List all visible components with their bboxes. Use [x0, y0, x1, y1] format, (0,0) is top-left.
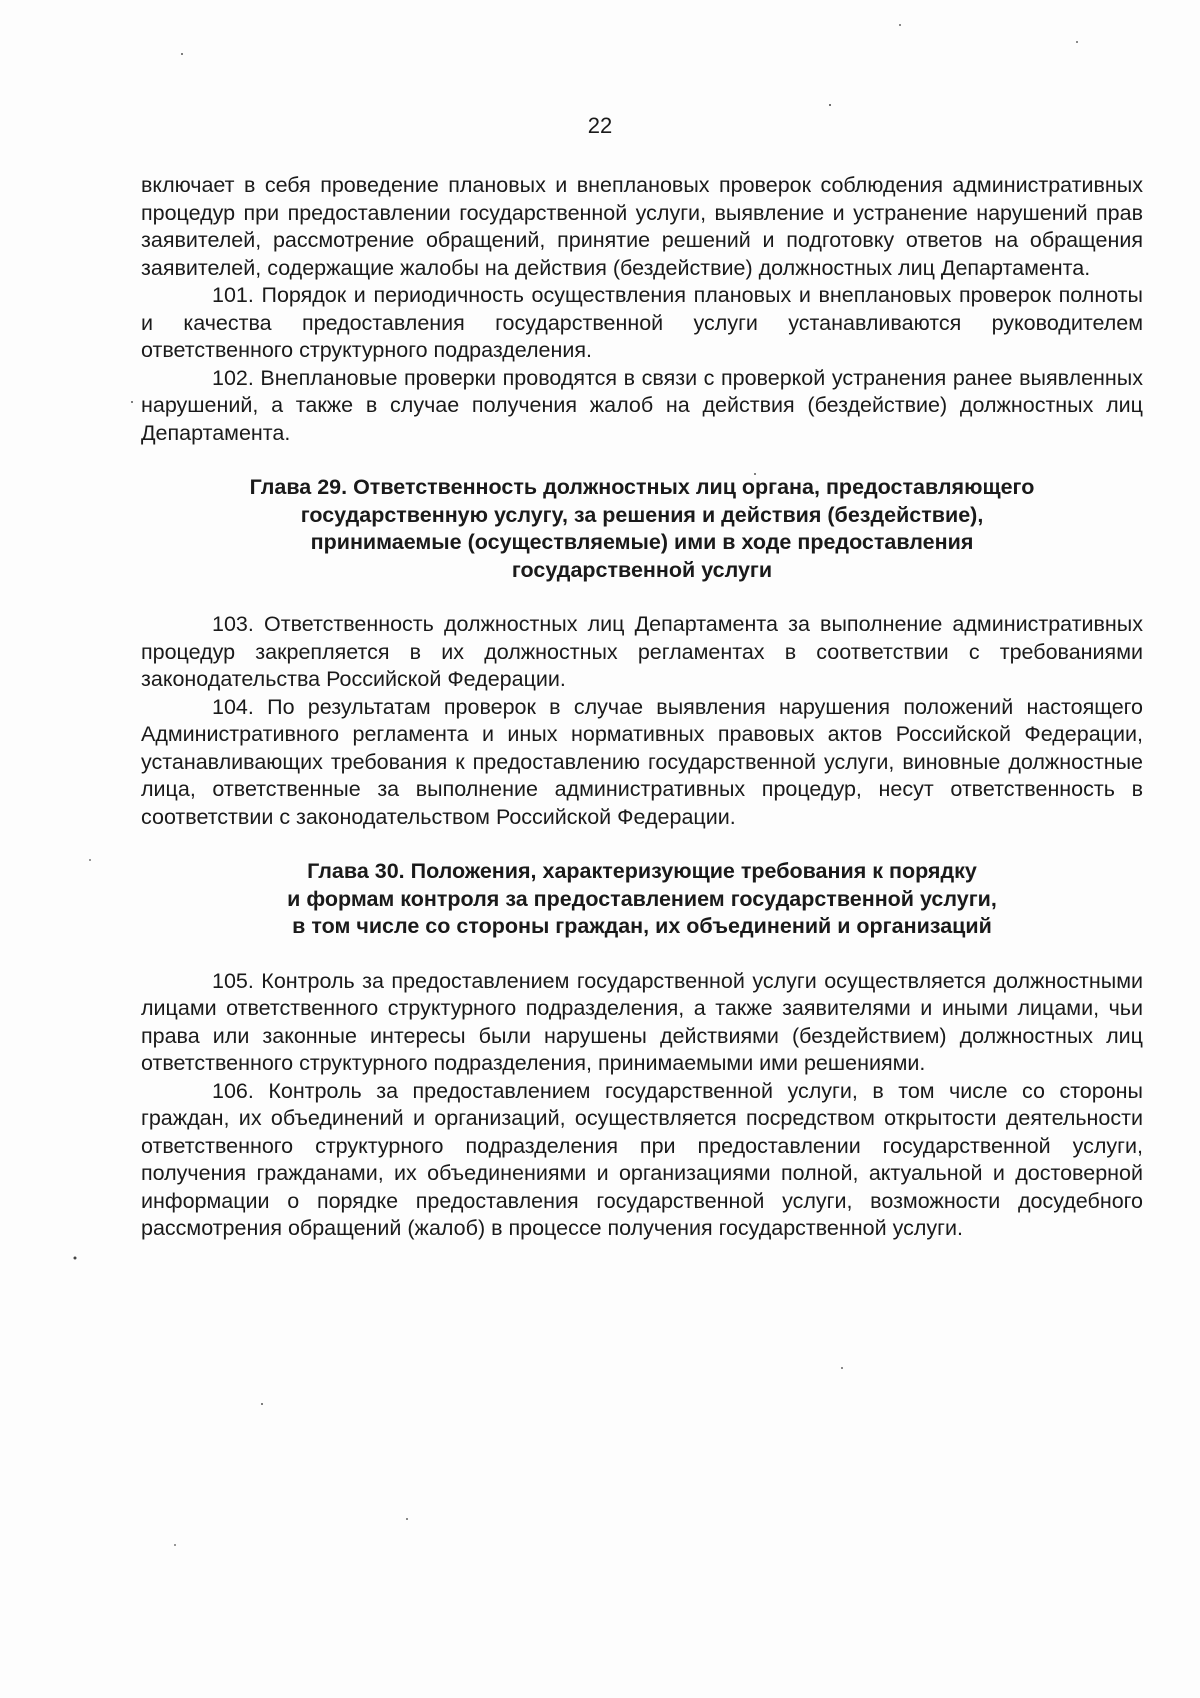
- chapter-30-heading: [141, 858, 1143, 941]
- chapter-30-heading-line: и формам контроля за предоставлением государственной услуги,: [287, 886, 997, 911]
- paragraph-105: 105. Контроль за предоставлением государственной услуги осуществляется должностными лицами ответственного структурного подразделения, а также заявителями и иными лицами, чьи права или законные интересы были нарушены действиями (бездействием) должностных лиц ответственного структурного подразделения, принимаемыми ими решениями.: [141, 968, 1143, 1075]
- paragraph-103: 103. Ответственность должностных лиц Департамента за выполнение административных процедур закрепляется в их должностных регламентах в соответствии с требованиями законодательства Российской Федерации.: [141, 612, 1143, 691]
- chapter-29-heading-line: государственную услугу, за решения и действия (бездействие),: [300, 502, 984, 527]
- chapter-29-heading-line: государственной услуги: [511, 557, 773, 582]
- chapter-29-heading: [141, 474, 1143, 584]
- paragraph-104: 104. По результатам проверок в случае выявления нарушения положений настоящего Административного регламента и иных нормативных правовых актов Российской Федерации, устанавливающих требования к предоставлению государственной услуги, виновные должностные лица, ответственные за выполнение административных процедур, несут ответственность в соответствии с законодательством Российской Федерации.: [141, 694, 1143, 829]
- chapter-29-heading-line: Глава 29. Ответственность должностных лиц органа, предоставляющего: [249, 475, 1035, 499]
- paragraph-continuation: включает в себя проведение плановых и внеплановых проверок соблюдения административных процедур при предоставлении государственной услуги, выявление и устранение нарушений прав заявителей, рассмотрение обращений, принятие решений и подготовку ответов на обращения заявителей, содержащие жалобы на действия (бездействие) должностных лиц Департамента.: [141, 173, 1143, 280]
- paragraph-102: 102. Внеплановые проверки проводятся в связи с проверкой устранения ранее выявленных нарушений, а также в случае получения жалоб на действия (бездействие) должностных лиц Департамента.: [141, 365, 1143, 445]
- page-number: 22: [587, 113, 613, 138]
- chapter-29-heading-line: принимаемые (осуществляемые) ими в ходе предоставления: [310, 530, 974, 554]
- document-body: [141, 172, 1143, 1243]
- chapter-30-heading-line: Глава 30. Положения, характеризующие требования к порядку: [307, 859, 977, 883]
- paragraph-106: 106. Контроль за предоставлением государственной услуги, в том числе со стороны граждан, их объединений и организаций, осуществляется посредством открытости деятельности ответственного структурного подразделения при предоставлении государственной услуги, получения гражданами, их объединениями и организациями полной, актуальной и достоверной информации о порядке предоставления государственной услуги, возможности досудебного рассмотрения обращений (жалоб) в процессе получения государственной услуги.: [141, 1078, 1143, 1240]
- paragraph-101: 101. Порядок и периодичность осуществления плановых и внеплановых проверок полноты и качества предоставления государственной услуги устанавливаются руководителем ответственного структурного подразделения.: [141, 283, 1143, 362]
- chapter-30-heading-line: в том числе со стороны граждан, их объединений и организаций: [292, 914, 992, 938]
